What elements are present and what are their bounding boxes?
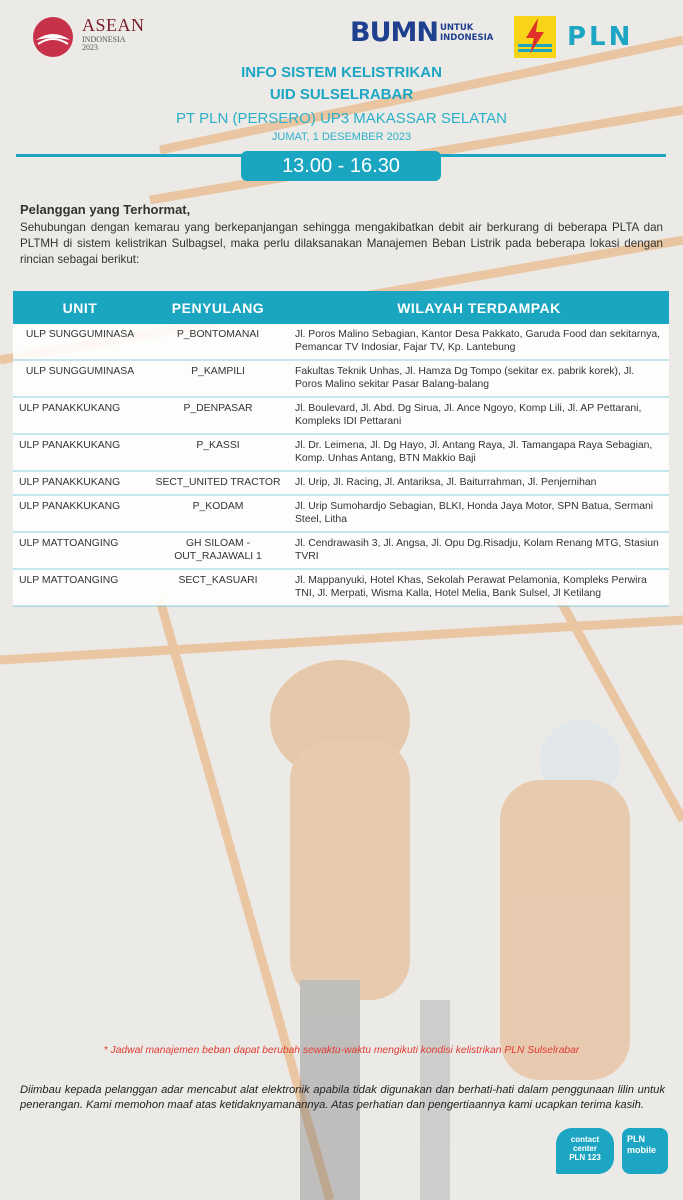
asean-logo xyxy=(30,14,150,60)
header-wilayah: WILAYAH TERDAMPAK xyxy=(289,291,669,324)
cell-unit: ULP SUNGGUMINASA xyxy=(13,360,147,397)
cell-wilayah: Jl. Boulevard, Jl. Abd. Dg Sirua, Jl. Ance Ngoyo, Komp Lili, Jl. AP Pettarani, Kompleks IDI Pettarani xyxy=(289,397,669,434)
cell-unit: ULP MATTOANGING xyxy=(13,569,147,606)
closing-paragraph: Diimbau kepada pelanggan adar mencabut alat elektronik apabila tidak digunakan dan berhati-hati dalam penggunaan lilin untuk penerangan. Kami memohon maaf atas ketidaknyamanannya. Atas perhatian dan pengertiaannya kami ucapkan terima kasih. xyxy=(20,1084,665,1111)
title-date: JUMAT, 1 DESEMBER 2023 xyxy=(271,131,412,143)
header-unit: UNIT xyxy=(13,291,147,324)
table-header-row xyxy=(13,291,669,324)
table-row xyxy=(13,324,669,360)
asean-logo-title: ASEAN xyxy=(82,15,145,35)
cell-unit: ULP PANAKKUKANG xyxy=(13,495,147,532)
cell-wilayah: Jl. Poros Malino Sebagian, Kantor Desa Pakkato, Garuda Food dan sekitarnya, Pemancar TV Indosiar, Fajar TV, Kp. Lantebung xyxy=(289,324,669,360)
table-row xyxy=(13,532,669,569)
cell-wilayah: Jl. Urip, Jl. Racing, Jl. Antariksa, Jl. Baiturrahman, Jl. Penjernihan xyxy=(289,471,669,495)
cell-penyulang: SECT_KASUARI xyxy=(147,569,289,606)
table-row xyxy=(13,360,669,397)
cell-wilayah: Jl. Mappanyuki, Hotel Khas, Sekolah Perawat Pelamonia, Kompleks Perwira TNI, Jl. Merpati, Wisma Kalla, Hotel Melia, Bank Sulsel, Jl Ketilang xyxy=(289,569,669,606)
cell-penyulang: P_KAMPILI xyxy=(147,360,289,397)
cell-wilayah: Jl. Cendrawasih 3, Jl. Angsa, Jl. Opu Dg.Risadju, Kolam Renang MTG, Stasiun TVRI xyxy=(289,532,669,569)
bumn-logo xyxy=(350,17,500,50)
pln-mobile-badge xyxy=(622,1128,668,1174)
lightning-icon xyxy=(512,14,558,60)
asean-logo-country: INDONESIA xyxy=(82,35,126,44)
table-row xyxy=(13,471,669,495)
intro-paragraph: Sehubungan dengan kemarau yang berkepanjangan sehingga mengakibatkan debit air berkurang di beberapa PLTA dan PLTMH di sistem kelistrikan Sulbagsel, maka perlu dilaksanakan Manajemen Beban Listrik pada beberapa lokasi dengan rincian sebagai berikut: xyxy=(20,221,663,266)
time-badge: 13.00 - 16.30 xyxy=(241,151,441,181)
title-company: PT PLN (PERSERO) UP3 MAKASSAR SELATAN xyxy=(176,110,507,127)
affected-areas-table xyxy=(13,291,669,607)
cell-penyulang: SECT_UNITED TRACTOR xyxy=(147,471,289,495)
contact-badge-line3: PLN 123 xyxy=(569,1153,601,1162)
table-row xyxy=(13,569,669,606)
title-system-info: INFO SISTEM KELISTRIKAN xyxy=(241,64,442,81)
asean-emblem-icon xyxy=(30,14,76,60)
mobile-badge-line1: PLN xyxy=(627,1134,645,1144)
cell-penyulang: GH SILOAM - OUT_RAJAWALI 1 xyxy=(147,532,289,569)
contact-badge-line1: contact xyxy=(570,1135,600,1144)
table-row xyxy=(13,397,669,434)
mobile-badge-line2: mobile xyxy=(627,1145,657,1155)
cell-penyulang: P_BONTOMANAI xyxy=(147,324,289,360)
bumn-logo-sub1: UNTUK xyxy=(440,23,474,33)
cell-penyulang: P_KASSI xyxy=(147,434,289,471)
cell-unit: ULP MATTOANGING xyxy=(13,532,147,569)
table-row xyxy=(13,495,669,532)
pln-logo xyxy=(512,14,662,60)
cell-wilayah: Jl. Dr. Leimena, Jl. Dg Hayo, Jl. Antang Raya, Jl. Tamangapa Raya Sebagian, Komp. Unhas Antang, BTN Makkio Baji xyxy=(289,434,669,471)
cell-unit: ULP SUNGGUMINASA xyxy=(13,324,147,360)
title-uid: UID SULSELRABAR xyxy=(269,86,414,103)
cell-penyulang: P_DENPASAR xyxy=(147,397,289,434)
greeting: Pelanggan yang Terhormat, xyxy=(20,202,191,217)
cell-unit: ULP PANAKKUKANG xyxy=(13,471,147,495)
pln-logo-text: PLN xyxy=(567,22,634,52)
schedule-note: * Jadwal manajemen beban dapat berubah sewaktu-waktu mengikuti kondisi kelistrikan PLN Sulselrabar xyxy=(103,1045,580,1056)
header-penyulang: PENYULANG xyxy=(147,291,289,324)
cell-wilayah: Jl. Urip Sumohardjo Sebagian, BLKI, Honda Jaya Motor, SPN Batua, Sermani Steel, Litha xyxy=(289,495,669,532)
cell-unit: ULP PANAKKUKANG xyxy=(13,397,147,434)
asean-logo-year: 2023 xyxy=(82,43,98,52)
cell-wilayah: Fakultas Teknik Unhas, Jl. Hamza Dg Tompo (sekitar ex. pabrik korek), Jl. Poros Malino sekitar Pasar Balang-balang xyxy=(289,360,669,397)
table-row xyxy=(13,434,669,471)
contact-badge-line2: center xyxy=(572,1144,597,1153)
contact-center-badge xyxy=(556,1128,614,1174)
bumn-logo-sub2: INDONESIA xyxy=(440,33,494,43)
cell-unit: ULP PANAKKUKANG xyxy=(13,434,147,471)
bumn-logo-mark: BUMN xyxy=(350,17,438,48)
cell-penyulang: P_KODAM xyxy=(147,495,289,532)
